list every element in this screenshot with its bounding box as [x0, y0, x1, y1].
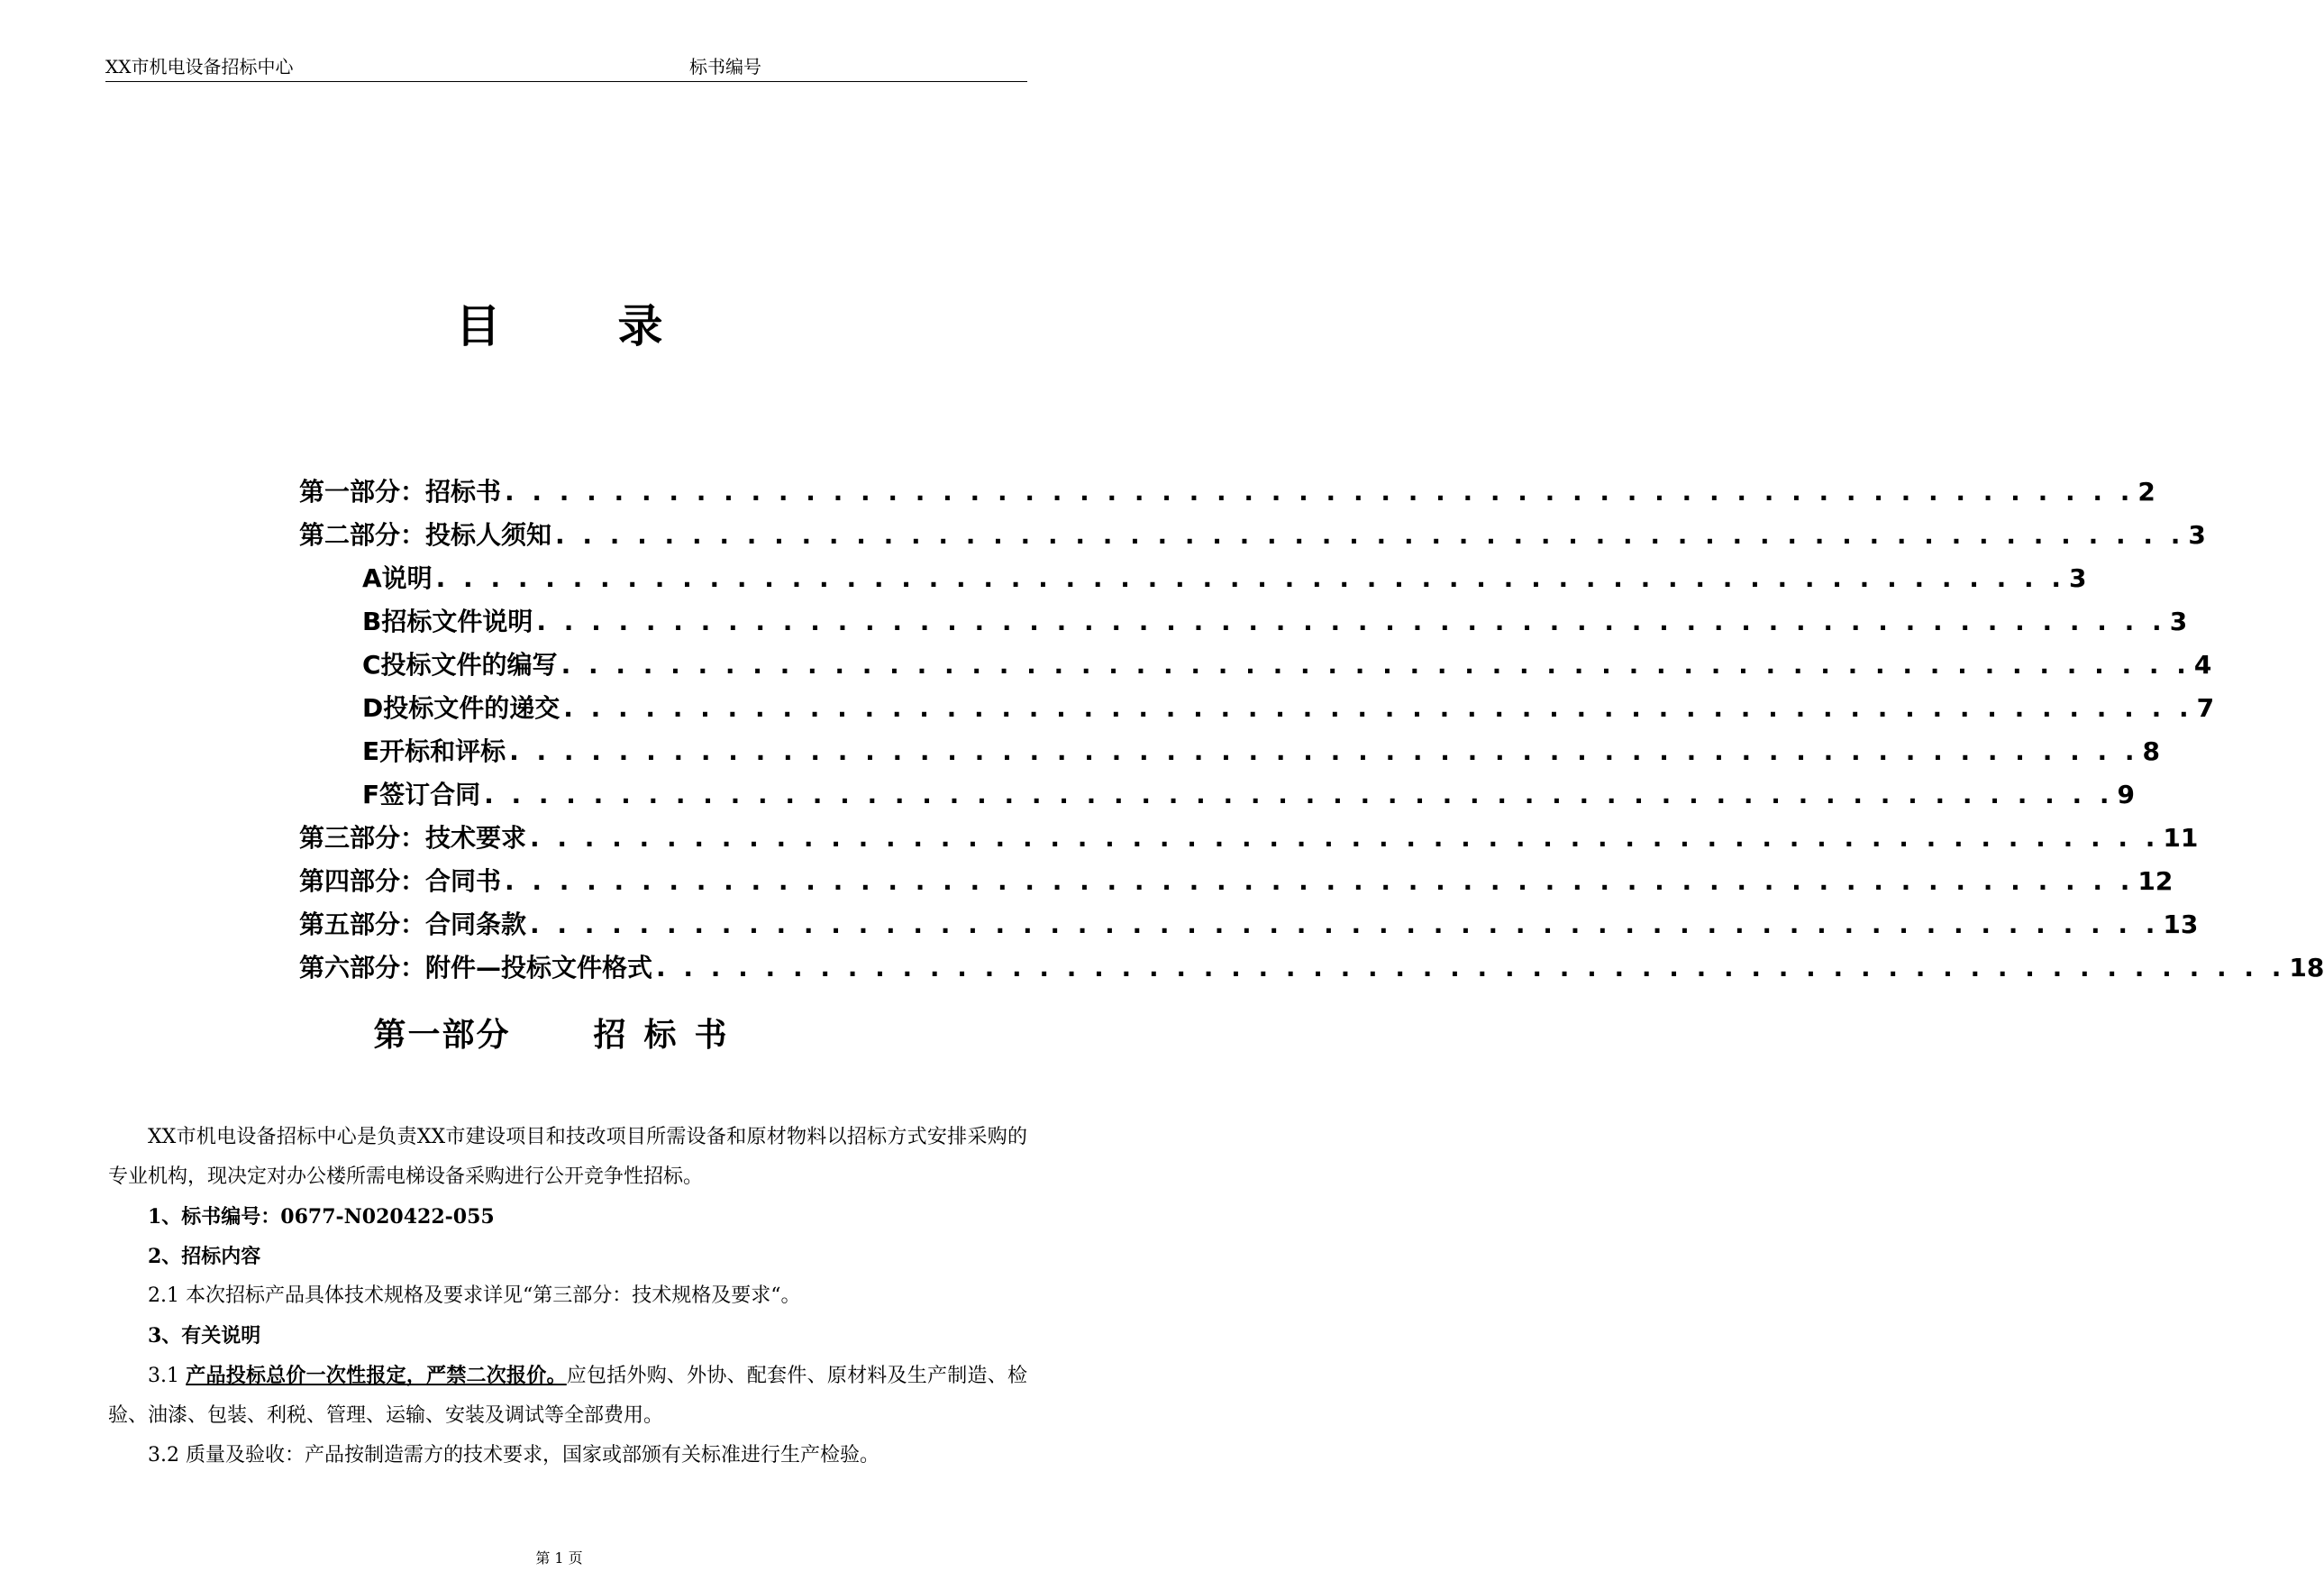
item-2-1: 2.1 本次招标产品具体技术规格及要求详见“第三部分：技术规格及要求“。	[148, 1284, 801, 1307]
part-one-title	[0, 1010, 1118, 1056]
toc-entry-page: 12	[2137, 866, 2174, 896]
toc-entry-label: F签订合同	[362, 780, 481, 809]
toc-entry-label: 第四部分：合同书	[299, 866, 502, 896]
toc-leader-dots: . . . . . . . . . . . . . . . . . . . . . . . . . . . . . . . . . . . . . . . . . . . . . . . . . . . . . . . . . . . .	[560, 650, 2191, 680]
toc-entry[interactable]	[299, 472, 2155, 516]
item-3-heading: 3、有关说明	[148, 1324, 261, 1348]
toc-entry[interactable]	[299, 559, 2087, 602]
toc-entry[interactable]	[299, 516, 2206, 559]
intro-paragraph: XX市机电设备招标中心是负责XX市建设项目和技改项目所需设备和原材物料以招标方式安排采购的专业机构，现决定对办公楼所需电梯设备采购进行公开竞争性招标。	[108, 1126, 1027, 1188]
toc-entry-label: A说明	[362, 563, 433, 593]
header-org: XX市机电设备招标中心	[105, 56, 294, 78]
toc-entry-page: 2	[2137, 477, 2155, 507]
toc-entry[interactable]	[299, 689, 2215, 732]
item-2-heading: 2、招标内容	[148, 1245, 261, 1268]
toc-entry-label: 第五部分：合同条款	[299, 909, 527, 939]
page-footer: 第 1 页	[535, 1549, 583, 1567]
toc-entry[interactable]	[299, 862, 2174, 905]
toc-entry-page: 4	[2193, 650, 2212, 680]
toc-entry-label: E开标和评标	[362, 736, 506, 766]
page-header	[105, 50, 1027, 82]
toc-leader-dots: . . . . . . . . . . . . . . . . . . . . . . . . . . . . . . . . . . . . . . . . . . . . . . . . . . . . . . . . . . . .	[505, 477, 2135, 507]
toc-leader-dots: . . . . . . . . . . . . . . . . . . . . . . . . . . . . . . . . . . . . . . . . . . . . . . . . . . . . . . . . . . . .	[505, 866, 2135, 896]
toc-entry-page: 8	[2142, 736, 2160, 766]
toc-entry[interactable]	[299, 732, 2160, 775]
toc-leader-dots: . . . . . . . . . . . . . . . . . . . . . . . . . . . . . . . . . . . . . . . . . . . . . . . . . . . . . . . . . . . .	[509, 736, 2139, 766]
body-text	[108, 1118, 1027, 1476]
table-of-contents	[299, 472, 2324, 992]
toc-leader-dots: . . . . . . . . . . . . . . . . . . . . . . . . . . . . . . . . . . . . . . . . . . . . . . . . . . . . . . . . . . . .	[530, 823, 2160, 853]
toc-entry-label: C投标文件的编写	[362, 650, 558, 680]
item-3-1-emphasis: 产品投标总价一次性报定，严禁二次报价。	[186, 1364, 567, 1387]
header-doc-number-label: 标书编号	[689, 56, 761, 78]
toc-entry[interactable]	[299, 818, 2199, 862]
toc-entry-label: B招标文件说明	[362, 607, 533, 636]
toc-entry-label: D投标文件的递交	[362, 693, 560, 723]
toc-entry-label: 第二部分：投标人须知	[299, 520, 552, 550]
toc-leader-dots: . . . . . . . . . . . . . . . . . . . . . . . . . . . . . . . . . . . . . . . . . . . . . . . . . . . . . . . . . . . .	[435, 563, 2066, 593]
toc-entry-page: 18	[2289, 953, 2324, 982]
toc-leader-dots: . . . . . . . . . . . . . . . . . . . . . . . . . . . . . . . . . . . . . . . . . . . . . . . . . . . . . . . . . . . .	[484, 780, 2114, 809]
toc-entry[interactable]	[299, 948, 2324, 992]
item-3-1-rest: 应包括外购、外协、配套件、原材料及生产制造、检验、油漆、包装、利税、管理、运输、安装及调试等全部费用。	[108, 1365, 1027, 1427]
toc-entry-page: 11	[2163, 823, 2199, 853]
toc-entry[interactable]	[299, 645, 2212, 689]
toc-entry-label: 第一部分：招标书	[299, 477, 502, 507]
toc-entry-page: 7	[2196, 693, 2215, 723]
toc-entry-label: 第六部分：附件—投标文件格式	[299, 953, 653, 982]
toc-entry[interactable]	[299, 602, 2188, 645]
toc-entry-page: 3	[2188, 520, 2206, 550]
toc-leader-dots: . . . . . . . . . . . . . . . . . . . . . . . . . . . . . . . . . . . . . . . . . . . . . . . . . . . . . . . . . . . .	[530, 909, 2160, 939]
part-name: 招标书	[593, 1017, 745, 1054]
toc-entry-label: 第三部分：技术要求	[299, 823, 527, 853]
part-number: 第一部分	[373, 1017, 511, 1054]
toc-leader-dots: . . . . . . . . . . . . . . . . . . . . . . . . . . . . . . . . . . . . . . . . . . . . . . . . . . . . . . . . . . . .	[536, 607, 2166, 636]
item-3-2: 3.2 质量及验收：产品按制造需方的技术要求，国家或部颁有关标准进行生产检验。	[148, 1444, 879, 1467]
item-1-doc-number: 1、标书编号：0677-N020422-055	[148, 1205, 495, 1229]
item-3-1	[108, 1356, 1027, 1436]
toc-title: 目录	[455, 300, 780, 352]
toc-leader-dots: . . . . . . . . . . . . . . . . . . . . . . . . . . . . . . . . . . . . . . . . . . . . . . . . . . . . . . . . . . . .	[563, 693, 2193, 723]
item-3-1-number: 3.1	[148, 1365, 179, 1387]
toc-entry-page: 3	[2069, 563, 2087, 593]
toc-entry[interactable]	[299, 905, 2199, 948]
toc-entry-page: 3	[2169, 607, 2188, 636]
toc-entry[interactable]	[299, 775, 2135, 818]
toc-entry-page: 9	[2117, 780, 2135, 809]
toc-leader-dots: . . . . . . . . . . . . . . . . . . . . . . . . . . . . . . . . . . . . . . . . . . . . . . . . . . . . . . . . . . . .	[656, 953, 2286, 982]
toc-entry-page: 13	[2163, 909, 2199, 939]
toc-leader-dots: . . . . . . . . . . . . . . . . . . . . . . . . . . . . . . . . . . . . . . . . . . . . . . . . . . . . . . . . . . . .	[555, 520, 2185, 550]
